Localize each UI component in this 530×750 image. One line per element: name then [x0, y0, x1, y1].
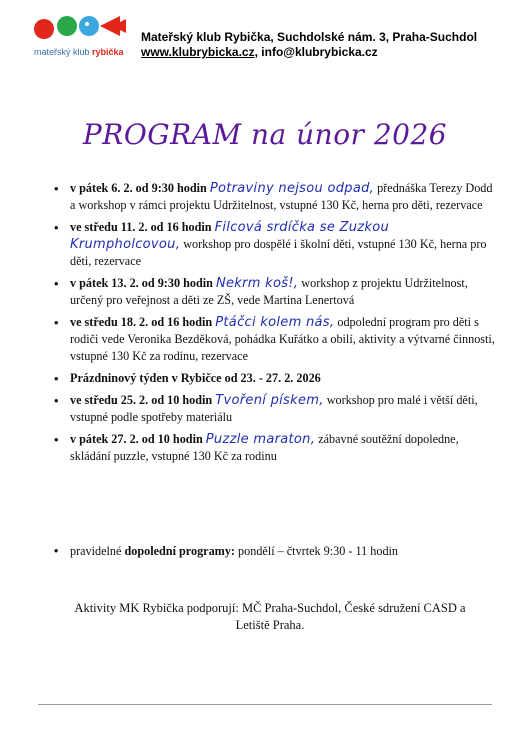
event-time: Prázdninový týden v Rybičce od 23. - 27. 2. 2026	[70, 371, 321, 385]
event-name: Tvoření pískem,	[215, 393, 324, 408]
event-time: ve středu 18. 2. od 16 hodin	[70, 315, 213, 329]
event-item	[52, 180, 500, 214]
event-name: Potraviny nejsou odpad,	[209, 181, 375, 196]
event-description: přednáška Terezy Dodd a workshop v rámci projektu Udržitelnost, vstupné 130 Kč, herna pro děti, rezervace	[70, 181, 493, 212]
regular-schedule: pondělí – čtvrtek 9:30 - 11 hodin	[234, 544, 399, 558]
event-item	[52, 314, 500, 365]
page-title: PROGRAM na únor 2026	[82, 118, 448, 151]
event-time: ve středu 11. 2. od 16 hodin	[70, 220, 212, 234]
website-link[interactable]: www.klubrybicka.cz	[141, 45, 255, 59]
contact-separator: ,	[254, 45, 262, 59]
club-contacts	[141, 45, 477, 60]
regular-label: dopolední programy:	[124, 544, 235, 558]
event-time: v pátek 6. 2. od 9:30 hodin	[70, 181, 207, 195]
event-time: v pátek 13. 2. od 9:30 hodin	[70, 276, 213, 290]
event-description: odpolední program pro děti s rodiči vede Veronika Bezděková, pohádka Kuřátko a obilí, aktivity a výtvarné činnosti, vstupné 130 Kč za rodinu, rezervace	[70, 315, 495, 363]
email-text: info@klubrybicka.cz	[261, 45, 378, 59]
event-description: workshop pro dospělé i školní děti, vstupné 130 Kč, herna pro děti, rezervace	[70, 237, 487, 268]
event-description: workshop pro malé i větší děti, vstupné podle spotřeby materiálu	[70, 393, 478, 424]
event-name: Ptáčci kolem nás,	[215, 315, 335, 330]
event-item	[52, 370, 500, 387]
event-item	[52, 392, 500, 426]
event-item	[52, 431, 500, 465]
footer-divider	[38, 704, 492, 705]
logo-text-b: rybička	[92, 47, 124, 57]
regular-prefix: pravidelné	[70, 544, 125, 558]
sponsors-note: Aktivity MK Rybička podporují: MČ Praha-Suchdol, České sdružení CASD a Letiště Praha.	[74, 601, 466, 632]
event-time: v pátek 27. 2. od 10 hodin	[70, 432, 203, 446]
event-description: workshop z projektu Udržitelnost, určený pro veřejnost a děti ze ZŠ, vede Martina Lenertová	[70, 276, 468, 307]
regular-programs	[52, 543, 518, 560]
event-name: Puzzle maraton,	[205, 432, 316, 447]
event-list	[52, 180, 500, 470]
event-name: Filcová srdíčka se Zuzkou Krumpholcovou,	[70, 220, 390, 252]
club-header	[141, 30, 477, 60]
club-address: Mateřský klub Rybička, Suchdolské nám. 3, Praha-Suchdol	[141, 30, 478, 44]
event-name: Nekrm koš!,	[215, 276, 299, 291]
logo-text-a: mateřský klub	[34, 47, 90, 57]
event-item	[52, 275, 500, 309]
event-time: ve středu 25. 2. od 10 hodin	[70, 393, 213, 407]
event-item	[52, 219, 500, 270]
logo	[30, 14, 130, 64]
event-description: zábavné soutěžní dopoledne, skládání puzzle, vstupné 130 Kč za rodinu	[70, 432, 459, 463]
